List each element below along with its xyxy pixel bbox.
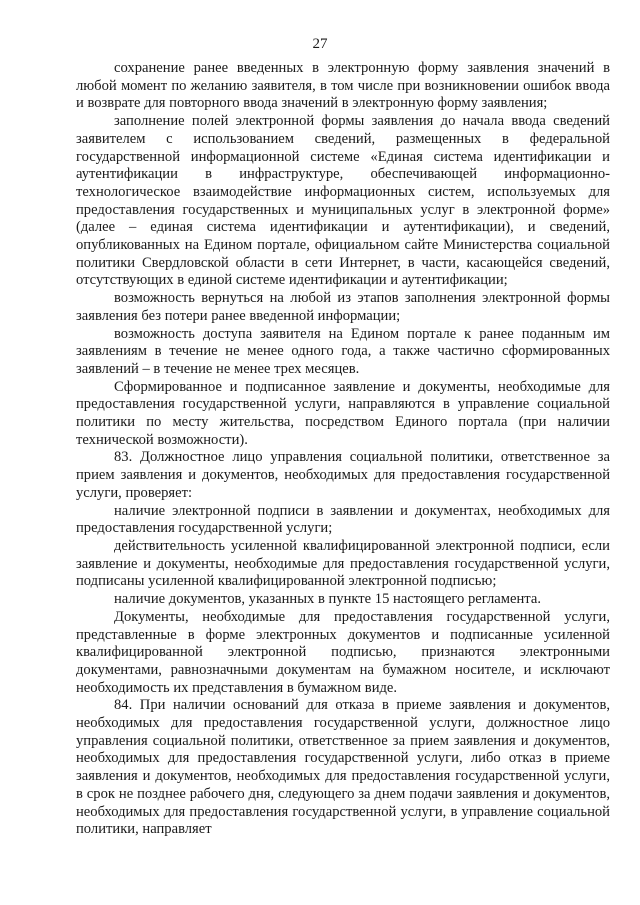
- paragraph: возможность доступа заявителя на Едином портале к ранее поданным им заявлениям в течение не менее одного года, а также частично сформированных заявлений – в течение не менее трех месяцев.: [76, 325, 610, 377]
- page-number: 27: [312, 36, 328, 52]
- paragraph: 84. При наличии оснований для отказа в приеме заявления и документов, необходимых для предоставления государственной услуги, должностное лицо управления социальной политики, ответственное за прием заявления и документов, необходимых для предоставления государственной услуги, либо отказ в приеме заявления и документов, необходимых для предоставления государственной услуги, в срок не позднее рабочего дня, следующего за днем подачи заявления и документов, необходимых для предоставления государственной услуги, в управление социальной политики, направляет: [76, 697, 610, 838]
- paragraph: Сформированное и подписанное заявление и документы, необходимые для предоставления государственной услуги, направляются в управление социальной политики по месту жительства, посредством Единого портала (при наличии технической возможности).: [76, 378, 610, 448]
- paragraph: Документы, необходимые для предоставления государственной услуги, представленные в форме электронных документов и подписанные усиленной квалифицированной электронной подписью, признаются электронными документами, равнозначными документам на бумажном носителе, и исключают необходимость их представления в бумажном виде.: [76, 608, 610, 696]
- paragraph: действительность усиленной квалифицированной электронной подписи, если заявление и документы, необходимые для предоставления государственной услуги, подписаны усиленной квалифицированной электронной подписью;: [76, 537, 610, 590]
- paragraph: заполнение полей электронной формы заявления до начала ввода сведений заявителем с использованием сведений, размещенных в федеральной государственной информационной системе «Единая система идентификации и аутентификации в инфраструктуре, обеспечивающей информационно-технологическое взаимодействие информационных систем, используемых для предоставления государственных и муниципальных услуг в электронной форме» (далее – единая система идентификации и аутентификации), и сведений, опубликованных на Едином портале, официальном сайте Министерства социальной политики Свердловской области в сети Интернет, в части, касающейся сведений, отсутствующих в единой системе идентификации и аутентификации;: [76, 113, 610, 289]
- paragraph: 83. Должностное лицо управления социальной политики, ответственное за прием заявления и документов, необходимых для предоставления государственной услуги, проверяет:: [76, 449, 610, 501]
- paragraph: наличие электронной подписи в заявлении и документах, необходимых для предоставления государственной услуги;: [76, 502, 610, 537]
- paragraph: возможность вернуться на любой из этапов заполнения электронной формы заявления без потери ранее введенной информации;: [76, 290, 610, 324]
- paragraph: сохранение ранее введенных в электронную форму заявления значений в любой момент по желанию заявителя, в том числе при возникновении ошибок ввода и возврате для повторного ввода значений в электронную форму заявления;: [76, 60, 610, 112]
- document-body: [76, 60, 610, 839]
- paragraph: наличие документов, указанных в пункте 15 настоящего регламента.: [114, 591, 541, 608]
